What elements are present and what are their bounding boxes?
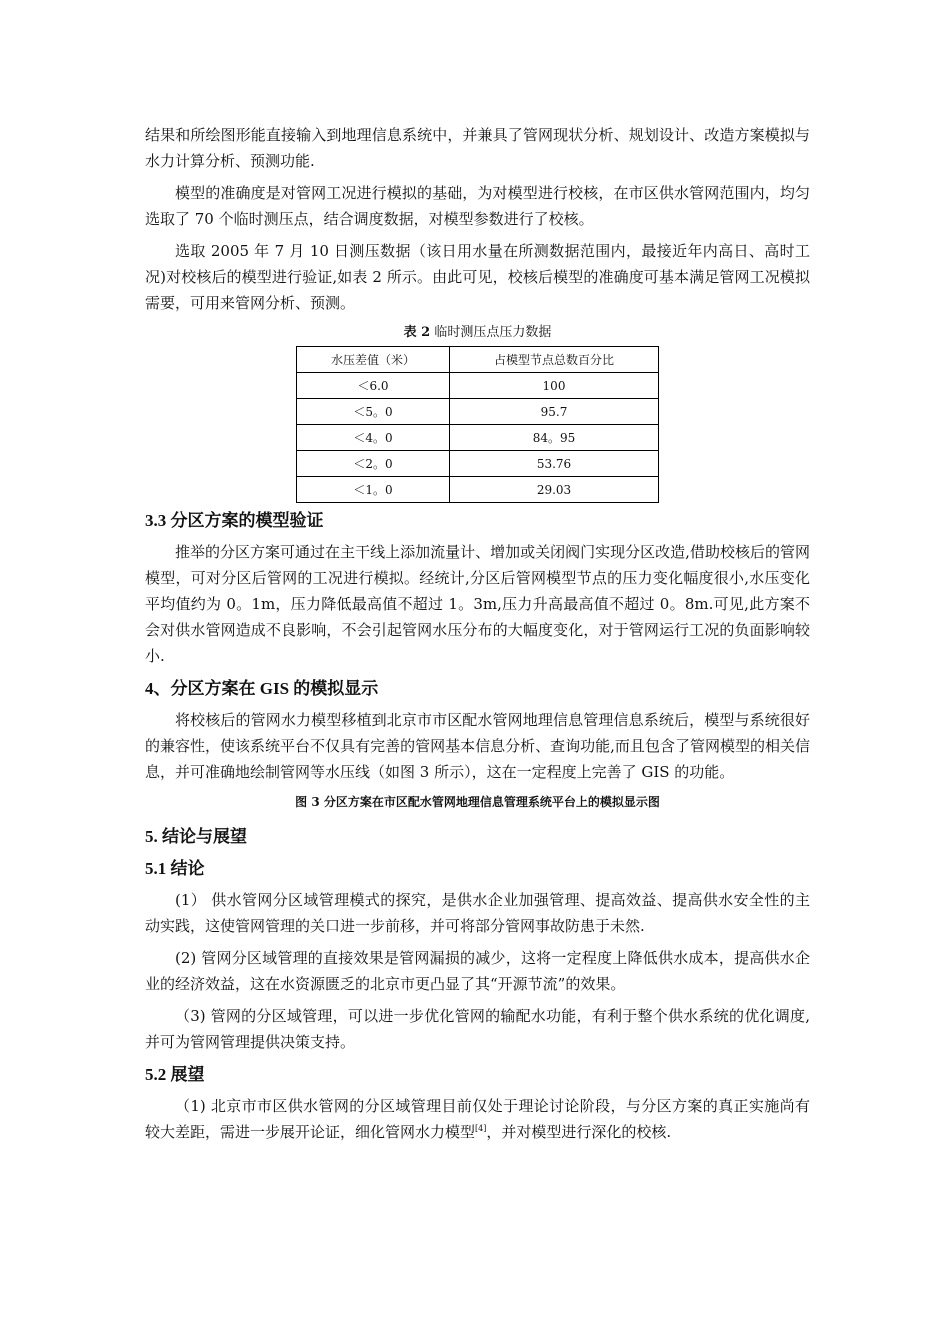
section-heading-3-3: 3.3 分区方案的模型验证 <box>145 511 324 530</box>
pressure-data-table <box>296 346 659 503</box>
table-caption-label: 表 2 <box>403 325 431 340</box>
table-row <box>297 477 659 503</box>
paragraph-section-4: 将校核后的管网水力模型移植到北京市市区配水管网地理信息管理信息系统后，模型与系统很好的兼容性，使该系统平台不仅具有完善的管网基本信息分析、查询功能,而且包含了管网模型的相关信息，并可准确地绘制管网等水压线（如图 3 所示），这在一定程度上完善了 GIS 的功能。 <box>145 711 810 781</box>
table-header-row <box>297 347 659 373</box>
paragraph-conclusion-2: (2) 管网分区域管理的直接效果是管网漏损的减少，这将一定程度上降低供水成本，提高供水企业的经济效益，这在水资源匮乏的北京市更凸显了其“开源节流”的效果。 <box>145 949 810 993</box>
table-cell: ＜2。0 <box>297 451 450 477</box>
paragraph-outlook-1 <box>145 1093 810 1145</box>
paragraph-conclusion-1: (1） 供水管网分区域管理模式的探究，是供水企业加强管理、提高效益、提高供水安全性的主动实践，这使管网管理的关口进一步前移，并可将部分管网事故防患于未然. <box>145 891 810 935</box>
paragraph-section-3-3: 推举的分区方案可通过在主干线上添加流量计、增加或关闭阀门实现分区改造,借助校核后的管网模型，可对分区后管网的工况进行模拟。经统计,分区后管网模型节点的压力变化幅度很小,水压变化平均值约为 0。1m，压力降低最高值不超过 1。3m,压力升高最高值不超过 0。8m.可见,此方案不会对供水管网造成不良影响，不会引起管网水压分布的大幅度变化，对于管网运行工况的负面影响较小. <box>145 543 810 665</box>
section-heading-4: 4、分区方案在 GIS 的模拟显示 <box>145 679 379 698</box>
table-cell: ＜4。0 <box>297 425 450 451</box>
table-cell: 29.03 <box>450 477 659 503</box>
table-row <box>297 373 659 399</box>
section-heading-5-1: 5.1 结论 <box>145 859 205 878</box>
paragraph-conclusion-3: （3) 管网的分区域管理，可以进一步优化管网的输配水功能，有利于整个供水系统的优化调度,并可为管网管理提供决策支持。 <box>145 1007 810 1051</box>
table-cell: ＜6.0 <box>297 373 450 399</box>
document-page <box>145 122 810 1151</box>
paragraph-model-accuracy: 模型的准确度是对管网工况进行模拟的基础，为对模型进行校核，在市区供水管网范围内，均匀选取了 70 个临时测压点，结合调度数据，对模型参数进行了校核。 <box>145 184 810 228</box>
section-heading-5: 5. 结论与展望 <box>145 827 247 846</box>
paragraph-model-intro: 结果和所绘图形能直接输入到地理信息系统中，并兼具了管网现状分析、规划设计、改造方案模拟与水力计算分析、预测功能. <box>145 126 810 170</box>
paragraph-validation: 选取 2005 年 7 月 10 日测压数据（该日用水量在所测数据范围内，最接近年内高日、高时工况)对校核后的模型进行验证,如表 2 所示。由此可见，校核后模型的准确度可基本满足管网工况模拟需要，可用来管网分析、预测。 <box>145 242 810 312</box>
table-header-cell: 占模型节点总数百分比 <box>450 347 659 373</box>
table-row <box>297 451 659 477</box>
table-cell: ＜1。0 <box>297 477 450 503</box>
table-row <box>297 399 659 425</box>
table-cell: 53.76 <box>450 451 659 477</box>
outlook-text-after: ，并对模型进行深化的校核. <box>486 1123 672 1141</box>
outlook-text-before: （1) 北京市市区供水管网的分区域管理目前仅处于理论讨论阶段，与分区方案的真正实施尚有较大差距，需进一步展开论证，细化管网水力模型 <box>145 1097 810 1141</box>
table-caption <box>145 322 810 344</box>
table-cell: 84。95 <box>450 425 659 451</box>
table-cell: 95.7 <box>450 399 659 425</box>
table-caption-text: 临时测压点压力数据 <box>430 325 552 340</box>
table-cell: ＜5。0 <box>297 399 450 425</box>
citation-ref[interactable]: [4] <box>475 1124 487 1133</box>
table-cell: 100 <box>450 373 659 399</box>
figure-caption: 图 3 分区方案在市区配水管网地理信息管理系统平台上的模拟显示图 <box>295 795 660 809</box>
table-header-cell: 水压差值（米） <box>297 347 450 373</box>
table-row <box>297 425 659 451</box>
section-heading-5-2: 5.2 展望 <box>145 1065 205 1084</box>
